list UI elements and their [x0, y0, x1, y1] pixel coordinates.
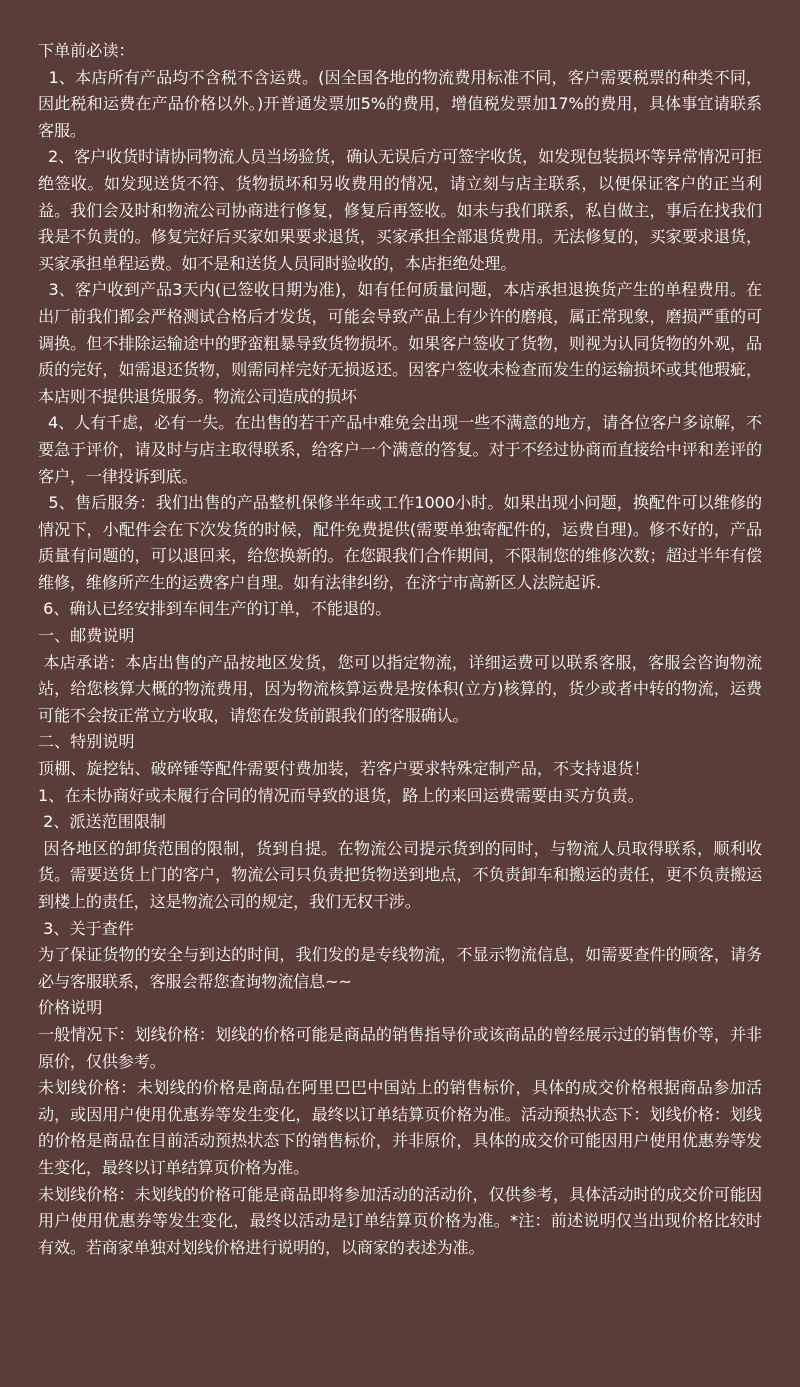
notice-item-6: 6、确认已经安排到车间生产的订单，不能退的。	[38, 599, 392, 619]
section-heading-special: 二、特别说明	[38, 732, 135, 752]
notice-heading: 下单前必读：	[38, 41, 135, 60]
price-text-general: 一般情况下：划线价格：划线的价格可能是商品的销售指导价或该商品的曾经展示过的销售价等，并非原价，仅供参考。	[38, 1024, 762, 1071]
notice-item-2: 2、客户收货时请协同物流人员当场验货，确认无误后方可签字收货，如发现包装损坏等异常情况可拒绝签收。如发现送货不符、货物损坏和另收费用的情况，请立刻与店主联系，以便保证客户的正当利益。我们会及时和物流公司协商进行修复，修复后再签收。如未与我们联系，私自做主，事后在找我们我是不负责的。修复完好后买家如果要求退货，买家承担全部退货费用。无法修复的，买家要求退货，买家承担单程运费。如不是和送货人员同时验收的，本店拒绝处理。	[38, 147, 762, 273]
section-heading-shipping: 一、邮费说明	[38, 626, 135, 646]
tracking-text: 为了保证货物的安全与到达的时间，我们发的是专线物流，不显示物流信息，如需要查件的顾客，请务必与客服联系，客服会帮您查询物流信息~~	[38, 945, 762, 991]
notice-item-3: 3、客户收到产品3天内(已签收日期为准)，如有任何质量问题，本店承担退换货产生的单程费用。在出厂前我们都会严格测试合格后才发货，可能会导致产品上有少许的磨痕，属正常现象，磨损严重的可调换。但不排除运输途中的野蛮粗暴导致货物损坏。如果客户签收了货物，则视为认同货物的外观，品质的完好，如需退还货物，则需同样完好无损返还。因客户签收未检查而发生的运输损坏或其他瑕疵，本店则不提供退货服务。物流公司造成的损坏	[38, 280, 763, 406]
notice-item-5: 5、售后服务：我们出售的产品整机保修半年或工作1000小时。如果出现小问题，换配件可以维修的情况下，小配件会在下次发货的时候，配件免费提供(需要单独寄配件的，运费自理)。修不好的，产品质量有问题的，可以退回来，给您换新的。在您跟我们合作期间，不限制您的维修次数；超过半年有偿维修，维修所产生的运费客户自理。如有法律纠纷，在济宁市高新区人法院起诉.	[38, 493, 763, 592]
price-text-unlined-event: 未划线价格：未划线的价格可能是商品即将参加活动的活动价，仅供参考，具体活动时的成交价可能因用户使用优惠券等发生变化，最终以活动是订单结算页价格为准。*注：前述说明仅当出现价格比较时有效。若商家单独对划线价格进行说明的，以商家的表述为准。	[38, 1184, 762, 1257]
special-text-returns: 1、在未协商好或未履行合同的情况而导致的退货，路上的来回运费需要由买方负责。	[38, 785, 644, 805]
subheading-delivery-scope: 2、派送范围限制	[38, 812, 167, 832]
section-heading-price: 价格说明	[38, 998, 103, 1018]
delivery-scope-text: 因各地区的卸货范围的限制，货到自提。在物流公司提示货到的同时，与物流人员取得联系，顺利收货。需要送货上门的客户，物流公司只负责把货物送到地点，不负责卸车和搬运的责任，更不负责搬运到楼上的责任，这是物流公司的规定，我们无权干涉。	[38, 838, 763, 911]
shipping-text: 本店承诺：本店出售的产品按地区发货，您可以指定物流，详细运费可以联系客服，客服会咨询物流站，给您核算大概的物流费用，因为物流核算运费是按体积(立方)核算的，货少或者中转的物流，运费可能不会按正常立方收取，请您在发货前跟我们的客服确认。	[38, 652, 763, 725]
notice-item-1: 1、本店所有产品均不含税不含运费。(因全国各地的物流费用标准不同，客户需要税票的种类不同，因此税和运费在产品价格以外。)开普通发票加5%的费用，增值税发票加17%的费用，具体事宜请联系客服。	[38, 67, 762, 140]
notice-item-4: 4、人有千虑，必有一失。在出售的若干产品中难免会出现一些不满意的地方，请各位客户多谅解，不要急于评价，请及时与店主取得联系，给客户一个满意的答复。对于不经过协商而直接给中评和差评的客户，一律投诉到底。	[38, 413, 762, 486]
price-text-unlined: 未划线价格：未划线的价格是商品在阿里巴巴中国站上的销售标价，具体的成交价格根据商品参加活动，或因用户使用优惠券等发生变化，最终以订单结算页价格为准。活动预热状态下：划线价格：划线的价格是商品在目前活动预热状态下的销售标价，并非原价，具体的成交价可能因用户使用优惠券等发生变化，最终以订单结算页价格为准。	[38, 1078, 762, 1177]
special-text-accessories: 顶棚、旋挖钻、破碎锤等配件需要付费加装，若客户要求特殊定制产品，不支持退货！	[38, 759, 650, 779]
subheading-tracking: 3、关于查件	[38, 918, 134, 938]
